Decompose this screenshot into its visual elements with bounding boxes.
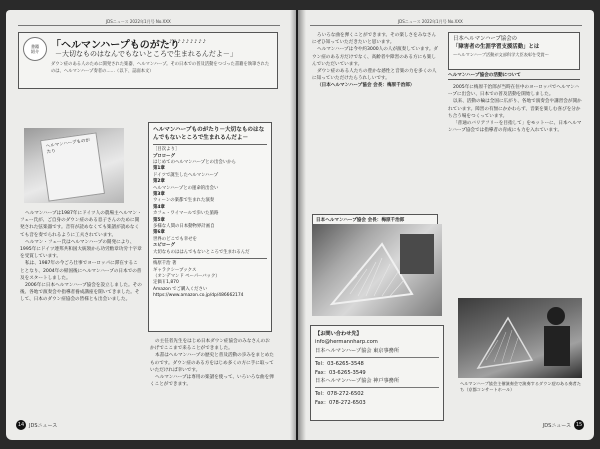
performance-illustration xyxy=(458,298,582,378)
paragraph: ヘルマンハープは専用の楽譜を使って、いろいろな曲を弾くことができます。 xyxy=(150,375,274,388)
harp-photo xyxy=(312,224,442,316)
book-gutter xyxy=(290,10,306,440)
west-tel: Tel：078-272-6502 xyxy=(315,391,364,398)
feature-header-box xyxy=(18,32,278,89)
activity-heading: ヘルマンハープ協会の活動について xyxy=(448,72,580,80)
east-office-name: 日本ヘルマンハープ協会 東京事務所 xyxy=(315,347,400,354)
left-text-col2 xyxy=(150,338,274,404)
book-box-title: ヘルマンハープものがたり－大切なものはなんでもないところで生まれるんだよ－ xyxy=(153,127,265,141)
right-footer-label: JDSニュース xyxy=(542,422,571,429)
book-cover xyxy=(40,132,105,201)
paragraph: ヘルマンハープは今や約3000人の人が演奏しています。ダウン症のある方だけでなく、高齢者や障害のある方にも楽しんでいただいています。 xyxy=(312,47,439,67)
toc-item: 第6章 xyxy=(153,230,165,236)
performance-caption: ヘルマンハープ協会主催演奏会で演奏するダウン症のある奏者たち（京都コンサートホール） xyxy=(460,381,581,393)
feature-title: 「ヘルマンハープものがたり xyxy=(51,40,180,51)
paragraph: 2006年に日本ヘルマンハープ協会を設立しました。その後、各地で演奏会や指導者養成講座を開いてきました。そして、日本のダウン症協会の皆様とも出会いました。 xyxy=(20,283,142,303)
west-office-name: 日本ヘルマンハープ協会 神戸事務所 xyxy=(315,378,400,385)
book-amazon: Amazon でご購入ください xyxy=(153,286,208,292)
activity-box-title2: 「障害者の生涯学習支援活動」とは xyxy=(453,43,540,50)
right-header-rule xyxy=(310,25,582,26)
divider xyxy=(315,387,439,388)
toc-item: 多様な人間の日本動物界計画自 xyxy=(153,224,215,230)
contact-title: 【お問い合わせ先】 xyxy=(315,331,362,337)
harp-frame xyxy=(478,318,532,368)
paragraph: 本書はヘルマンハープの歴史と普及活動の歩みをまとめたものです。ダウン症のある方をはじめ多くの方に手に取っていただければ幸いです。 xyxy=(150,353,274,373)
left-running-header: JDSニュース 2022年1月号 No.XXX xyxy=(106,19,171,24)
book-info-box xyxy=(148,122,272,332)
paragraph: ヘルマンハープは1987年にドイツ人の農場主ヘルマン・フェー氏が、ご自身のダウン症のある息子さんのために開発された弦楽器です。音符が読めなくても楽譜が読めなくても音を奏でられるように工夫されています。 xyxy=(20,211,142,238)
book-distributor: （オンデマンド ペーパーバック） xyxy=(153,273,220,279)
toc-item: 第2章 xyxy=(153,179,165,185)
toc-item: エピローグ xyxy=(153,243,175,249)
contact-box xyxy=(310,325,444,421)
feature-badge xyxy=(23,37,47,61)
toc-item: カフェ・ワイマールで歩いた旅路 xyxy=(153,211,219,217)
paragraph: ろいろな曲を弾くことができます。その楽しさをみなさんにぜひ知っていただきたいと思います。 xyxy=(312,33,437,46)
toc-item: プロローグ xyxy=(153,153,175,159)
badge-line1: 書籍 xyxy=(31,44,39,49)
toc-item: ウィーンの楽都で生まれた演奏 xyxy=(153,198,215,204)
left-header-rule xyxy=(18,25,280,26)
performance-photo xyxy=(458,298,582,378)
feature-lead: ダウン症のある人のために開発された楽器、ヘルマンハープ。その日本での普及活動をつづった書籍を執筆されたのは、ヘルマンハープ奏者の……（以下、誌面本文） xyxy=(51,62,270,74)
right-running-header: JDSニュース 2022年1月号 No.XXX xyxy=(398,19,463,24)
right-text-col1 xyxy=(312,32,440,212)
contact-email[interactable]: info@hermannharp.com xyxy=(315,339,378,346)
paragraph: 2005年に梅原千治郎が当時在住中のヨーロッパでヘルマンハープに出会い、日本での普及活動を開始しました。 xyxy=(448,85,580,98)
music-notes-icon: ♪♪♪♪♪♪♪♪♪ xyxy=(169,39,207,45)
badge-line2: 紹介 xyxy=(31,49,39,54)
book-url[interactable]: https://www.amazon.co.jp/dp/486662174 xyxy=(153,293,244,299)
performer-body xyxy=(544,326,570,366)
left-footer xyxy=(16,420,57,430)
toc-list xyxy=(153,154,267,257)
divider xyxy=(153,144,267,145)
paragraph: ヘルマン・フェー氏はヘルマンハープの開発により、1995年にドイツ連邦共和国大統領から功労勲章功労十字章を受賞しています。 xyxy=(20,239,142,260)
book-author: 梅原千治 著 xyxy=(153,261,177,267)
west-fax: Fax：078-272-6503 xyxy=(315,399,366,406)
right-page xyxy=(298,10,594,440)
paragraph: 「普通のバリアフリーを目指して」をモットーに、日本ヘルマンハープ協会では指導者の育成にも力を入れています。 xyxy=(448,121,582,134)
east-tel: Tel：03-6265-3548 xyxy=(315,361,364,368)
activity-box-title1: 日本ヘルマンハープ協会の xyxy=(453,36,518,42)
performer-head xyxy=(547,307,565,325)
left-text-col1 xyxy=(20,210,142,400)
book-price: 定価￥1,870 xyxy=(153,280,179,286)
book-photo xyxy=(24,128,124,203)
toc-item: 世界のどこでも幸せを xyxy=(153,236,197,242)
right-page-number: 15 xyxy=(575,422,583,428)
toc-item: 第3章 xyxy=(153,192,165,198)
paragraph: の主任者先生をはじめ日本ダウン症協会のみなさんのおかげでここまで来ることができました。 xyxy=(150,339,270,352)
harp-illustration xyxy=(312,224,442,316)
toc-item: 第4章 xyxy=(153,204,165,210)
toc-item: 大切なものははんでもないところで生まれるんだ xyxy=(153,249,250,255)
right-footer xyxy=(543,420,584,430)
paragraph: 私は、1987年の今ごろ仕事でヨーロッパに滞在することとなり、2004年の帰国後にヘルマンハープの日本での普及をスタートしました。 xyxy=(20,261,142,281)
left-footer-label: JDSニュース xyxy=(29,422,58,429)
divider xyxy=(315,357,439,358)
toc-item: はじめてのヘルマンハープとの出会いから xyxy=(153,160,236,165)
toc-label: ［目次より］ xyxy=(153,147,180,153)
left-page-number: 14 xyxy=(17,422,25,428)
paragraph: ダウン症のある人たちの豊かな感性と音楽の力を多くの人に知っていただけたらうれしいです。 xyxy=(312,69,437,82)
hand-shape xyxy=(400,234,434,274)
book-cover-title: ヘルマンハープものがたり xyxy=(45,138,91,156)
toc-item: ドイツで誕生したヘルマンハープ xyxy=(153,172,219,178)
activity-box xyxy=(448,32,580,70)
paragraph: 以来、活動の輪は全国に広がり、各地で演奏会や講習会が開かれています。障害の有無にかかわらず、音楽を楽しむ喜びを分かち合う場をつくっています。 xyxy=(448,99,582,119)
author-label: 日本ヘルマンハープ協会 会長：梅原千治郎 xyxy=(312,214,438,226)
book-publisher: ギャラクシーブックス xyxy=(153,267,197,273)
left-page xyxy=(6,10,296,440)
right-text-col2 xyxy=(448,84,582,294)
toc-item: ヘルマンハープとの運命的出会い xyxy=(153,185,219,191)
paragraph: （日本ヘルマンハープ協会 会長：梅原千治郎） xyxy=(317,83,415,89)
toc-item: 第1章 xyxy=(153,166,165,172)
toc-item: 第5章 xyxy=(153,217,165,223)
activity-box-title3: ～ヘルマンハープ活動が文部科学大臣表彰を受賞～ xyxy=(453,51,549,57)
east-fax: Fax：03-6265-3549 xyxy=(315,369,366,376)
feature-subtitle: －大切なものはなんでもないところで生まれるんだよ－」 xyxy=(55,50,237,58)
divider xyxy=(153,258,267,259)
